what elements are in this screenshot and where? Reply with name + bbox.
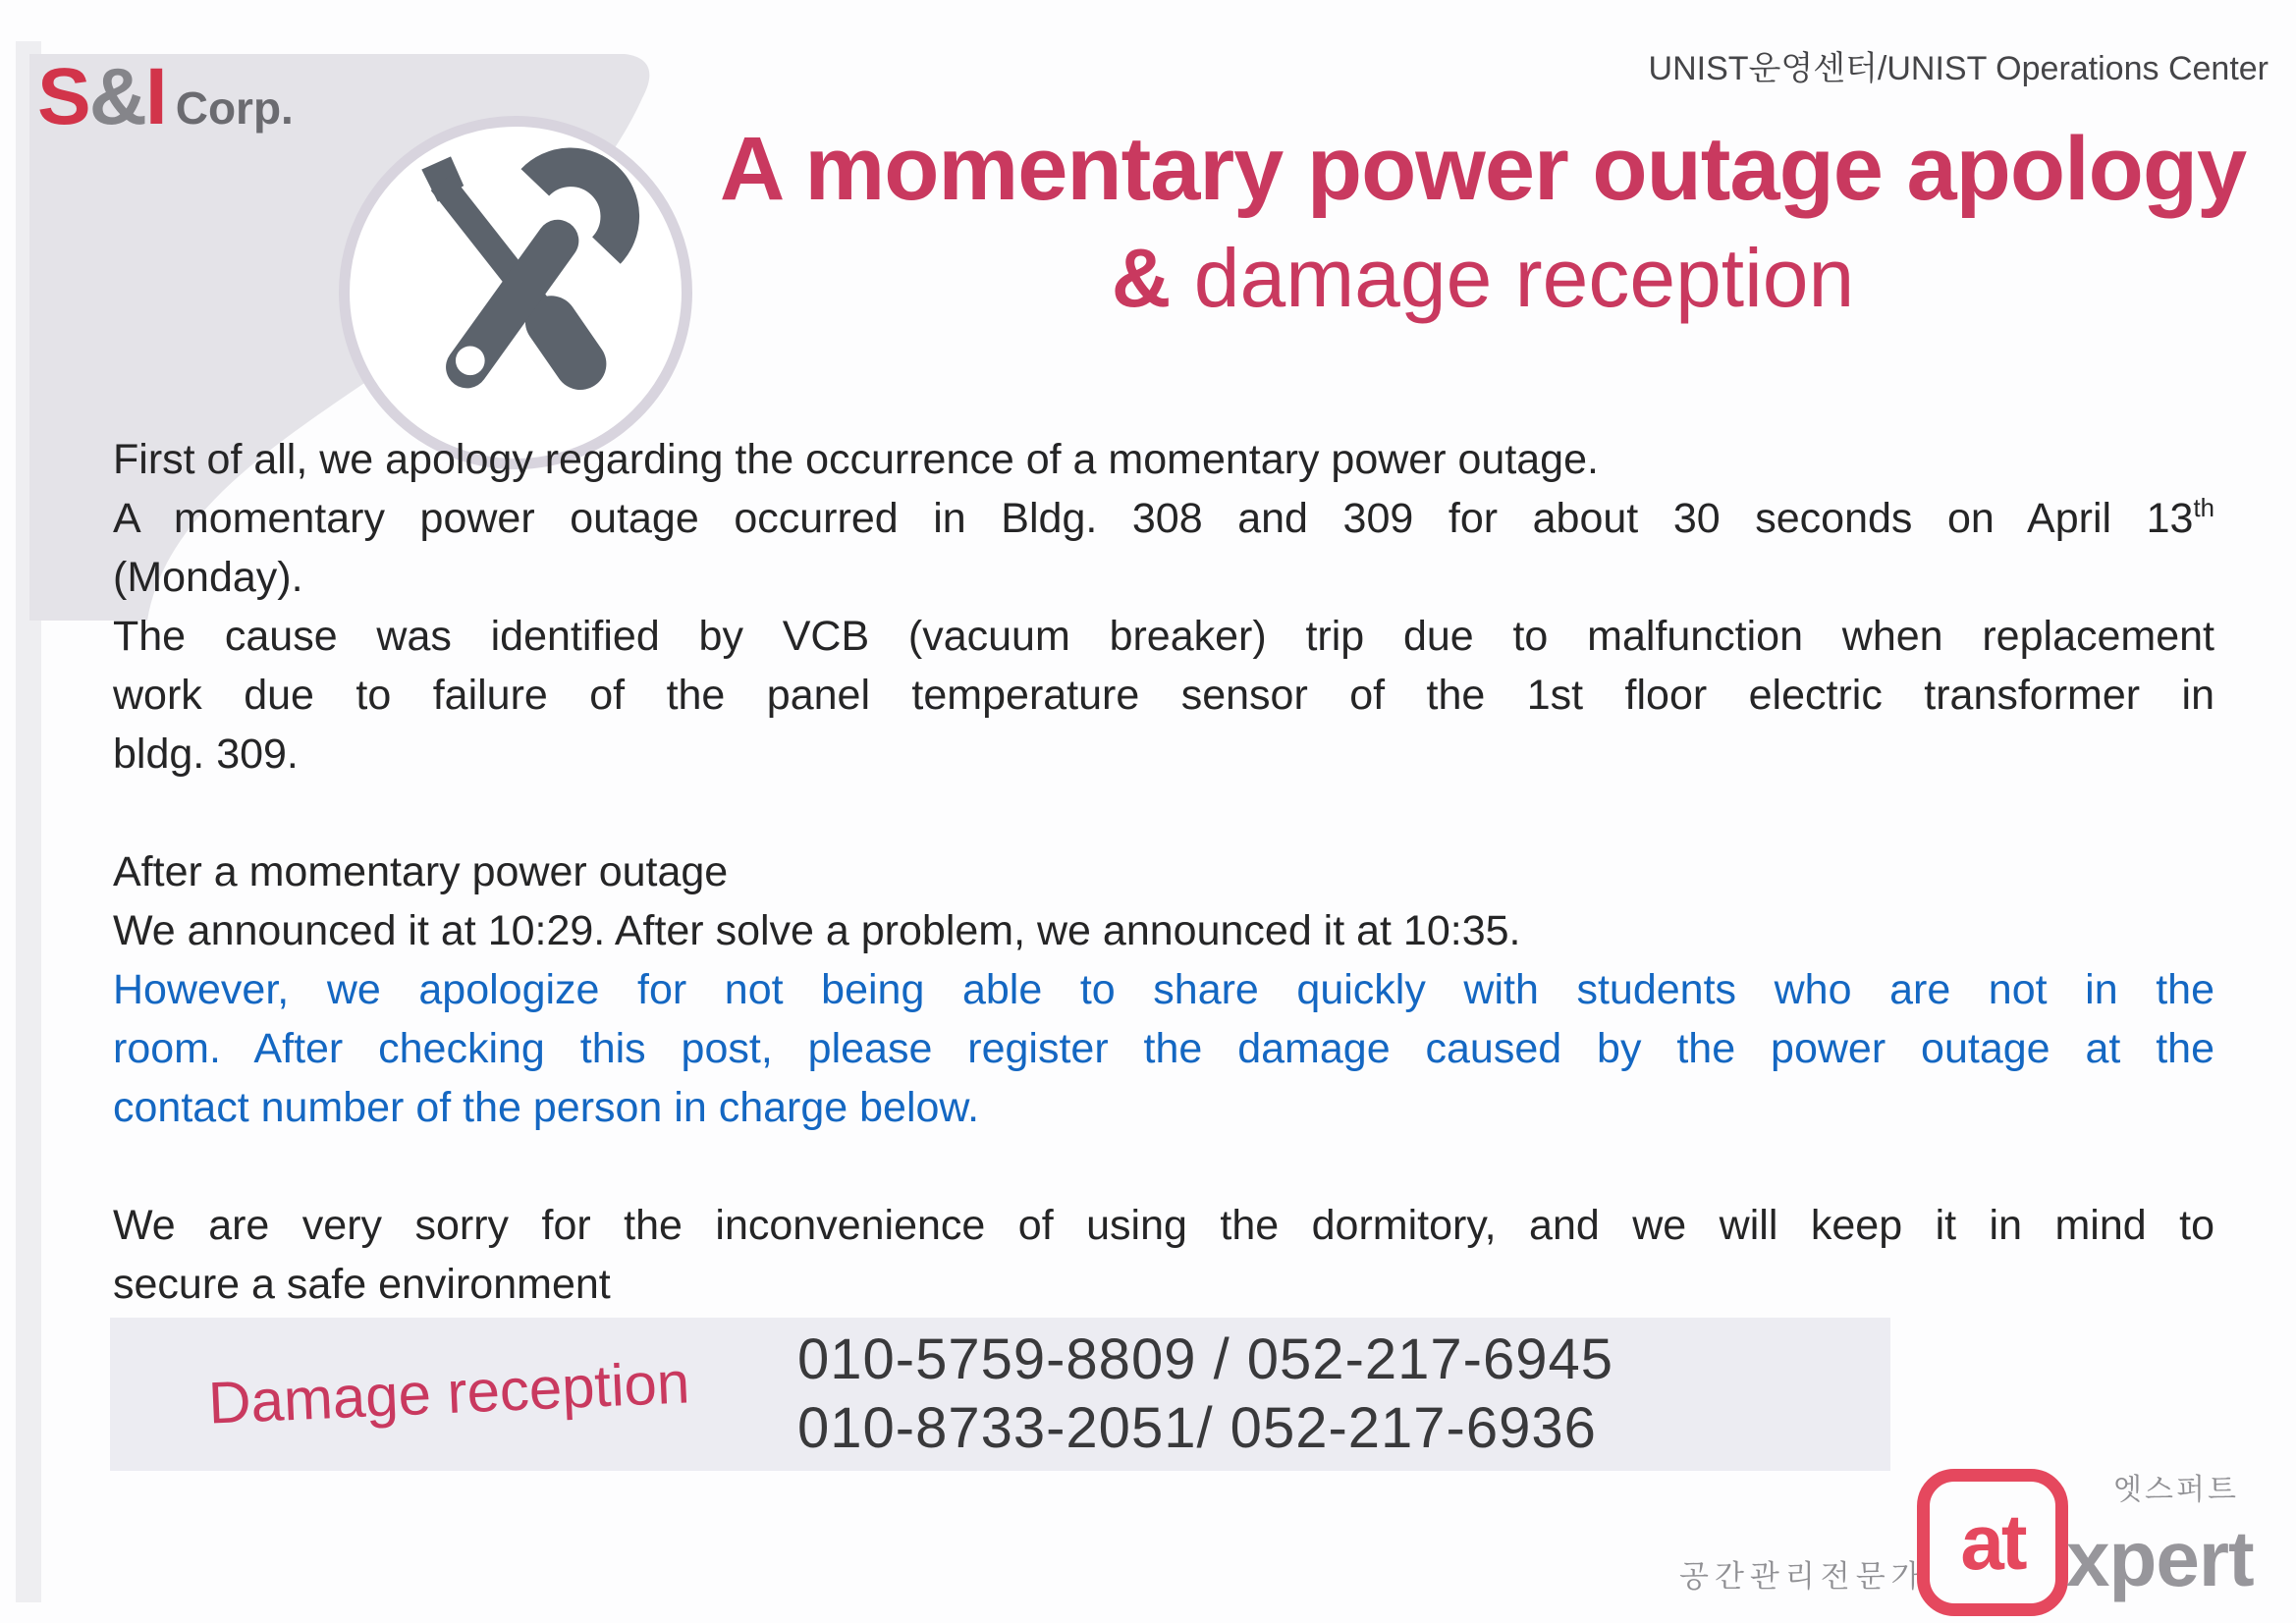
notice-body — [113, 430, 2214, 1314]
body-line: First of all, we apology regarding the occurrence of a momentary power outage. — [113, 436, 1599, 483]
logo-i: I — [144, 52, 166, 141]
atxpert-wordmark: xpert — [2066, 1515, 2254, 1602]
page-title — [678, 120, 2288, 324]
tools-badge — [339, 116, 692, 469]
logo-s: S — [37, 52, 89, 141]
body-line-highlight: However, we apologize for not being able to share quickly with students who are not in the — [113, 966, 2214, 1013]
body-line: secure a safe environment — [113, 1261, 611, 1308]
body-line-text: A momentary power outage occurred in Bldg. 308 and 309 for about 30 seconds on April 13 — [113, 495, 2194, 542]
body-line: The cause was identified by VCB (vacuum breaker) trip due to malfunction when replacement — [113, 613, 2214, 660]
atxpert-korean-label: 엣스퍼트 — [2113, 1474, 2239, 1506]
body-line: bldg. 309. — [113, 730, 299, 778]
contact-phone-numbers — [797, 1325, 1613, 1463]
body-line-highlight: room. After checking this post, please register the damage caused by the power outage at the — [113, 1025, 2214, 1072]
operations-center-label: UNIST운영센터/UNIST Operations Center — [1648, 50, 2269, 87]
wrench-handle-hole — [456, 346, 485, 375]
body-line — [113, 489, 2214, 548]
body-line: After a momentary power outage — [113, 848, 729, 895]
damage-reception-label: Damage reception — [206, 1349, 691, 1436]
screwdriver-handle — [551, 322, 580, 364]
phone-line-2: 010-8733-2051/ 052-217-6936 — [797, 1396, 1597, 1460]
atxpert-at-text: at — [1960, 1498, 2025, 1586]
title-line1: A momentary power outage apology — [719, 119, 2247, 219]
body-line: work due to failure of the panel temperature sensor of the 1st floor electric transformer in — [113, 672, 2214, 719]
phone-line-1: 010-5759-8809 / 052-217-6945 — [797, 1327, 1613, 1391]
title-line2 — [678, 233, 2288, 323]
body-line-highlight: contact number of the person in charge below. — [113, 1084, 980, 1131]
ordinal-superscript: th — [2193, 495, 2214, 522]
body-line: We announced it at 10:29. After solve a problem, we announced it at 10:35. — [113, 907, 1521, 954]
atxpert-emblem — [1917, 1469, 2068, 1616]
tools-icon — [354, 131, 678, 455]
title-line2-text: damage reception — [1171, 232, 1855, 325]
title-ampersand: & — [1111, 232, 1172, 325]
damage-reception-band — [110, 1318, 1890, 1471]
body-line: (Monday). — [113, 554, 303, 601]
sni-corp-logo — [37, 51, 294, 143]
footer-tagline: 공간관리전문가 — [1679, 1559, 1927, 1594]
body-line: We are very sorry for the inconvenience of using the dormitory, and we will keep it in mind to — [113, 1202, 2214, 1249]
logo-corp: Corp. — [175, 82, 294, 134]
logo-ampersand: & — [88, 52, 145, 141]
